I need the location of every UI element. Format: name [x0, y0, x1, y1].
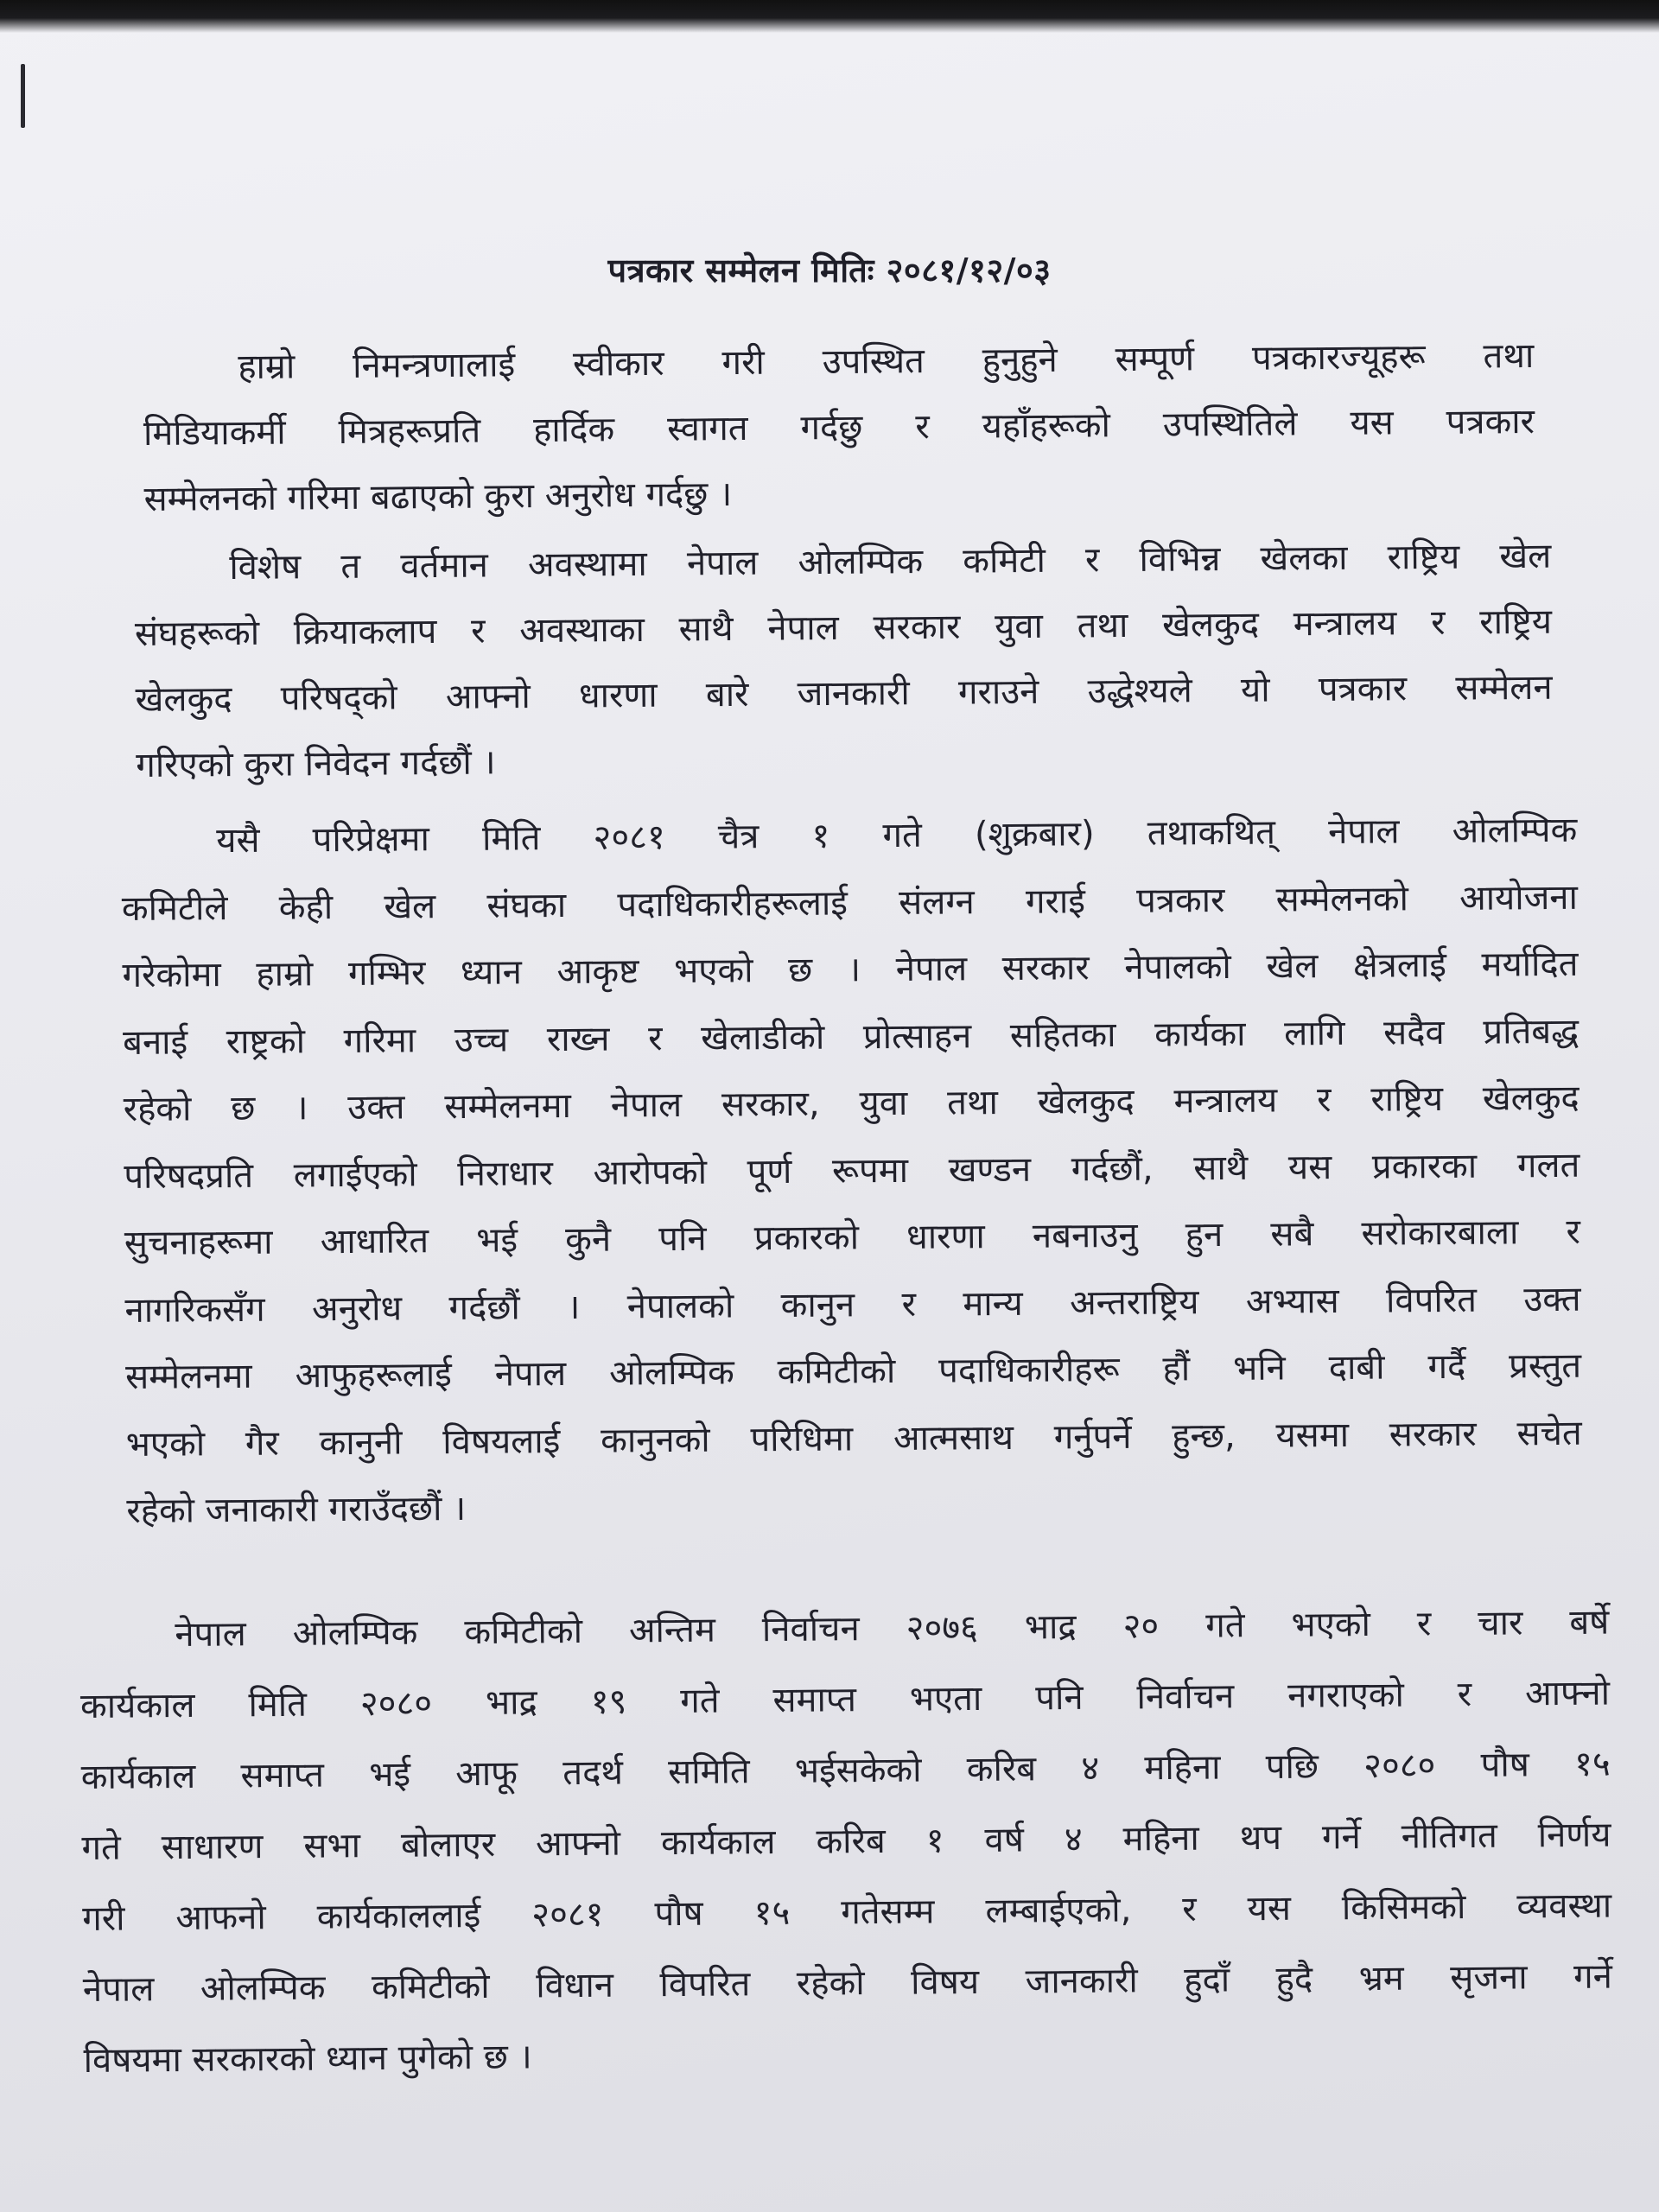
paragraph-line: संघहरूको क्रियाकलाप र अवस्थाका साथै नेपाल सरकार युवा तथा खेलकुद मन्त्रालय र राष्ट्रिय [134, 601, 1553, 654]
paragraph-line: यसै परिप्रेक्षमा मिति २०८१ चैत्र १ गते (शुक्रबार) तथाकथित् नेपाल ओलम्पिक [216, 810, 1578, 861]
paragraph-line: हाम्रो निमन्त्रणालाई स्वीकार गरी उपस्थित हुनुहुने सम्पूर्ण पत्रकारज्यूहरू तथा [238, 335, 1535, 388]
paragraph-line: विशेष त वर्तमान अवस्थामा नेपाल ओलम्पिक कमिटी र विभिन्न खेलका राष्ट्रिय खेल [229, 536, 1552, 588]
paragraph-line: नागरिकसँग अनुरोध गर्दछौं । नेपालको कानुन र मान्य अन्तराष्ट्रिय अभ्यास विपरित उक्त [124, 1279, 1581, 1331]
top-edge-shadow [0, 0, 1659, 33]
paragraph-line: सम्मेलनको गरिमा बढाएको कुरा अनुरोध गर्दछु । [143, 474, 733, 519]
paragraph-line: भएको गैर कानुनी विषयलाई कानुनको परिधिमा आत्मसाथ गर्नुपर्ने हुन्छ, यसमा सरकार सचेत [125, 1413, 1582, 1465]
paragraph-line: विषयमा सरकारको ध्यान पुगेको छ । [83, 2037, 532, 2081]
paragraph-line: नेपाल ओलम्पिक कमिटीको अन्तिम निर्वाचन २०७६ भाद्र २० गते भएको र चार बर्षे [175, 1602, 1610, 1656]
paragraph-line: बनाई राष्ट्रको गरिमा उच्च राख्न र खेलाडीको प्रोत्साहन सहितका कार्यका लागि सदैव प्रतिबद्ध [122, 1011, 1580, 1063]
paragraph-line: नेपाल ओलम्पिक कमिटीको विधान विपरित रहेको विषय जानकारी हुदाँ हुदै भ्रम सृजना गर्ने [82, 1956, 1613, 2010]
paragraph-line: कार्यकाल मिति २०८० भाद्र १९ गते समाप्त भएता पनि निर्वाचन नगराएको र आफ्नो [79, 1673, 1611, 1726]
paragraph-line: सम्मेलनमा आफुहरूलाई नेपाल ओलम्पिक कमिटीको पदाधिकारीहरू हौं भनि दाबी गर्दै प्रस्तुत [124, 1345, 1582, 1397]
paragraph-purpose [134, 524, 1554, 798]
paragraph-line: परिषदप्रति लगाईएको निराधार आरोपको पूर्ण रूपमा खण्डन गर्दछौं, साथै यस प्रकारका गलत [124, 1145, 1580, 1197]
paragraph-line: गरेकोमा हाम्रो गम्भिर ध्यान आकृष्ट भएको छ । नेपाल सरकार नेपालको खेल क्षेत्रलाई मर्यादित [122, 944, 1579, 995]
document-title: पत्रकार सम्मेलन मितिः २०८१/१२/०३ [607, 251, 1052, 289]
paragraph-line: गते साधारण सभा बोलाएर आफ्नो कार्यकाल करिब १ वर्ष ४ महिना थप गर्ने नीतिगत निर्णय [81, 1815, 1611, 1868]
paragraph-line: गरी आफनो कार्यकाललाई २०८१ पौष १५ गतेसम्म लम्बाईएको, र यस किसिमको व्यवस्था [82, 1885, 1612, 1939]
paragraph-line: सुचनाहरूमा आधारित भई कुनै पनि प्रकारको धारणा नबनाउनु हुन सबै सरोकारबाला र [124, 1211, 1581, 1263]
paragraph-statement [121, 798, 1583, 1546]
paragraph-line: कार्यकाल समाप्त भई आफू तदर्थ समिति भईसकेको करिब ४ महिना पछि २०८० पौष १५ [80, 1744, 1611, 1797]
paragraph-welcome [143, 323, 1535, 532]
paragraph-line: रहेको छ । उक्त सम्मेलनमा नेपाल सरकार, युवा तथा खेलकुद मन्त्रालय र राष्ट्रिय खेलकुद [123, 1077, 1580, 1129]
paragraph-line: कमिटीले केही खेल संघका पदाधिकारीहरूलाई संलग्न गराई पत्रकार सम्मेलनको आयोजना [121, 877, 1579, 929]
pen-margin-mark [21, 64, 25, 128]
paragraph-line: मिडियाकर्मी मित्रहरूप्रति हार्दिक स्वागत गर्दछु र यहाँहरूको उपस्थितिले यस पत्रकार [143, 401, 1535, 454]
paragraph-line: खेलकुद परिषद्को आफ्नो धारणा बारे जानकारी गराउने उद्धेश्यले यो पत्रकार सम्मेलन [135, 667, 1553, 720]
paragraph-election [79, 1587, 1613, 2096]
paragraph-line: रहेको जनाकारी गराउँदछौं । [126, 1488, 467, 1531]
paragraph-line: गरिएको कुरा निवेदन गर्दछौं । [136, 742, 496, 785]
